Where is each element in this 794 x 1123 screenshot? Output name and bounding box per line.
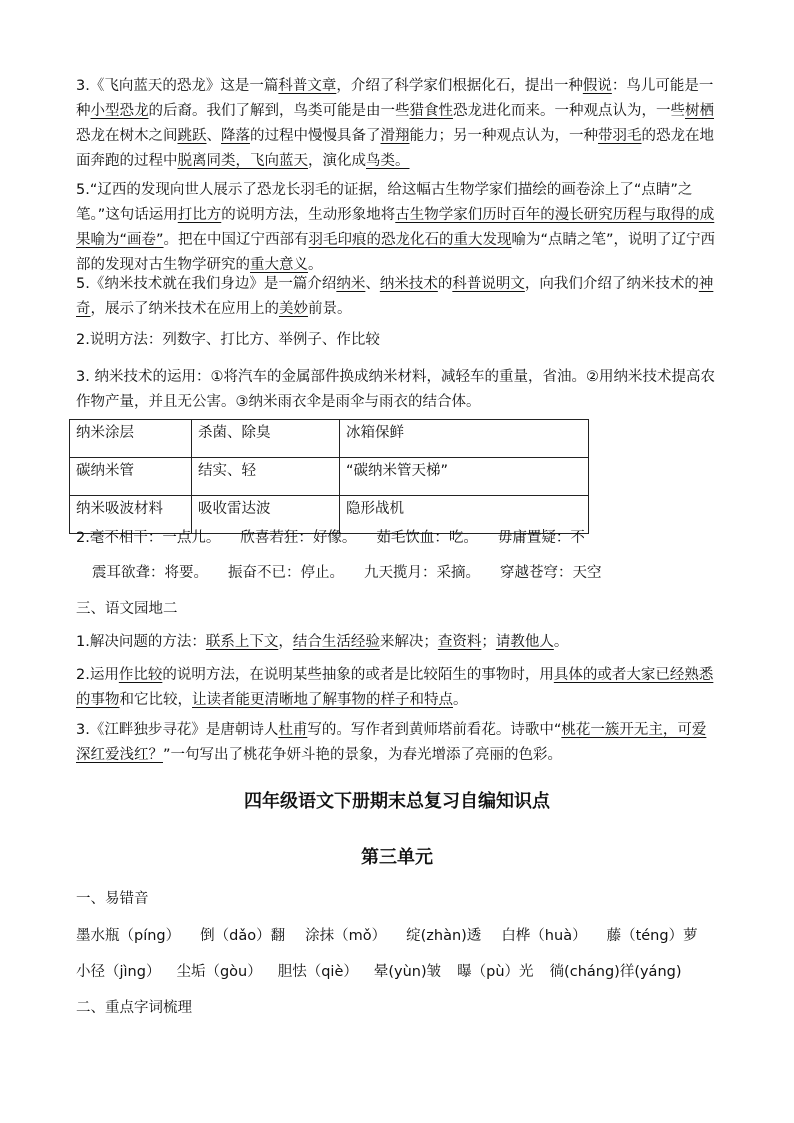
- underlined-term: 鸟类。: [366, 153, 410, 169]
- text-run: ；: [481, 634, 496, 650]
- underlined-term: 带羽毛: [598, 128, 642, 144]
- idiom-item: 震耳欲聋：将要。: [92, 565, 208, 581]
- table-row: [70, 458, 589, 496]
- text-run: 写的。写作者到黄师塔前看花。诗歌中“: [307, 722, 562, 738]
- underlined-term: 让读者能更清晰地了解事物的样子和特点: [192, 692, 453, 708]
- underlined-term: 打比方: [177, 207, 222, 223]
- table-cell: 隐形战机: [340, 496, 589, 534]
- text-run: ，: [278, 634, 293, 650]
- idioms-line-1: [76, 527, 605, 549]
- section-title-error-prone-sounds: 一、易错音: [76, 891, 149, 907]
- text-run: 的说明方法，生动形象地将: [221, 207, 396, 223]
- table-cell: 吸收雷达波: [192, 496, 340, 534]
- paragraph-flying-dinosaur: [76, 74, 718, 174]
- text-run: 恐龙在树木之间: [76, 128, 178, 144]
- underlined-term: 桃花一簇开无主，可爱深红爱浅红？: [76, 722, 707, 763]
- pinyin-item: 绽(zhàn)透: [406, 928, 482, 944]
- text-run: 和它比较，: [119, 692, 192, 708]
- underlined-term: 脱离同类，飞向蓝天: [177, 153, 308, 169]
- paragraph-comparison: [76, 663, 718, 713]
- underlined-term: 科普说明文: [452, 276, 525, 292]
- text-run: ，向我们介绍了纳米技术的: [524, 276, 699, 292]
- document-title: 四年级语文下册期末总复习自编知识点: [244, 791, 550, 812]
- text-run: ，演化成: [308, 153, 366, 169]
- table-cell: 杀菌、除臭: [192, 420, 340, 458]
- pinyin-item: 墨水瓶（píng）: [76, 928, 181, 944]
- text-run: 。把在中国辽宁西部有: [163, 232, 309, 248]
- pinyin-item: 倒（dǎo）翻: [200, 928, 286, 944]
- underlined-term: 科普文章: [278, 78, 337, 94]
- underlined-term: 神奇: [76, 276, 714, 317]
- pinyin-item: 尘垢（gòu）: [176, 964, 262, 980]
- underlined-term: 小型恐龙: [90, 103, 149, 119]
- idiom-item: 穿越苍穹：天空: [500, 565, 602, 581]
- idiom-item: 欣喜若狂：好像。: [240, 530, 357, 546]
- explanation-methods: 2.说明方法：列数字、打比方、举例子、作比较: [76, 332, 380, 348]
- underlined-term: 羽毛印痕的恐龙化石的重大发现: [308, 232, 512, 248]
- pinyin-item: 涂抹（mǒ）: [305, 928, 387, 944]
- underlined-term: 纳米技术: [379, 276, 438, 292]
- pinyin-item: 曝（pù）光: [457, 964, 534, 980]
- idioms-line-2: [92, 562, 622, 584]
- underlined-term: 滑翔: [380, 128, 410, 144]
- pinyin-item: 晕(yùn)皱: [373, 964, 442, 980]
- text-run: 5.“辽西的发现向世人展示了恐龙长羽毛的证据，给这幅古生物学家们描绘的画卷涂上了“点睛”之笔。”这句话运用: [76, 182, 693, 223]
- text-run: 。: [453, 692, 468, 708]
- paragraph-poem: [76, 718, 718, 768]
- table-cell: 结实、轻: [192, 458, 340, 496]
- text-run: ：鸟儿可能是一种: [76, 78, 714, 119]
- underlined-term: 纳米: [336, 276, 366, 292]
- nano-applications: 3. 纳米技术的运用：①将汽车的金属部件换成纳米材料，减轻车的重量，省油。②用纳米技术提高农作物产量，并且无公害。③纳米雨衣伞是雨伞与雨衣的结合体。: [76, 369, 715, 410]
- underlined-term: 请教他人: [495, 634, 554, 650]
- idiom-item: 振奋不已：停止。: [228, 565, 344, 581]
- text-run: 前景。: [308, 301, 352, 317]
- pinyin-line-1: [76, 925, 718, 947]
- underlined-term: 美妙: [279, 301, 308, 317]
- underlined-term: 杜甫: [278, 722, 308, 738]
- underlined-term: 查资料: [437, 634, 482, 650]
- text-run: 来解决；: [379, 634, 438, 650]
- idiom-item: 2.毫不相干：一点儿。: [76, 530, 221, 546]
- pinyin-item: 小径（jìng）: [76, 964, 161, 980]
- text-run: 。: [308, 257, 323, 273]
- underlined-term: 跳跃: [177, 128, 207, 144]
- text-run: 的恐龙在地面奔跑的过程中: [76, 128, 714, 169]
- underlined-term: 古生物学家们历时百年的漫长研究历程与取得的成果喻为“画卷”: [76, 207, 715, 248]
- underlined-term: 假说: [582, 78, 612, 94]
- text-run: 3.《江畔独步寻花》是唐朝诗人: [76, 722, 279, 738]
- text-run: 1.解决问题的方法：: [76, 634, 206, 650]
- text-run: 的过程中慢慢具备了: [250, 128, 381, 144]
- pinyin-item: 胆怯（qiè）: [277, 964, 358, 980]
- text-run: ，介绍了科学家们根据化石，提出一种: [336, 78, 583, 94]
- text-run: 能力；另一种观点认为，一种: [409, 128, 598, 144]
- idiom-item: 毋庸置疑：不: [497, 530, 585, 546]
- underlined-term: 降落: [221, 128, 250, 144]
- text-run: 的说明方法，在说明某些抽象的或者是比较陌生的事物时，用: [162, 667, 554, 683]
- table-cell: 冰箱保鲜: [340, 420, 589, 458]
- table-row: [70, 420, 589, 458]
- idiom-item: 九天揽月：采摘。: [364, 565, 480, 581]
- pinyin-item: 徜(cháng)徉(yáng): [549, 964, 682, 980]
- text-run: 、: [206, 128, 221, 144]
- table-cell: 纳米涂层: [70, 420, 192, 458]
- text-run: 。: [553, 634, 569, 650]
- underlined-term: 具体的或者大家已经熟悉的事物: [76, 667, 714, 708]
- table-cell: 纳米吸波材料: [70, 496, 192, 534]
- section-title-key-words: 二、重点字词梳理: [76, 1000, 192, 1016]
- section-title-yuwen-yuandi: 三、语文园地二: [76, 601, 178, 617]
- pinyin-item: 藤（téng）萝: [606, 928, 698, 944]
- text-run: 2.运用: [76, 667, 119, 683]
- table-cell: “碳纳米管天梯”: [340, 458, 589, 496]
- underlined-term: 结合生活经验: [292, 634, 380, 650]
- text-run: 、: [365, 276, 380, 292]
- text-run: ，展示了纳米技术在应用上的: [90, 301, 279, 317]
- pinyin-item: 白桦（huà）: [501, 928, 587, 944]
- text-run: 恐龙进化而来。一种观点认为，一些: [453, 103, 685, 119]
- underlined-term: 重大意义: [250, 257, 308, 273]
- nano-table: [69, 419, 589, 534]
- underlined-term: 树栖: [685, 103, 714, 119]
- paragraph-problem-solving: [76, 630, 718, 655]
- underlined-term: 作比较: [118, 667, 163, 683]
- text-run: 的后裔。我们了解到，鸟类可能是由一些: [148, 103, 410, 119]
- text-run: 3.《飞向蓝天的恐龙》这是一篇: [76, 78, 279, 94]
- text-run: ”一句写出了桃花争妍斗艳的景象，为春光增添了亮丽的色彩。: [163, 747, 563, 763]
- pinyin-line-2: [76, 961, 682, 983]
- idiom-item: 茹毛饮血：吃。: [376, 530, 478, 546]
- underlined-term: 联系上下文: [205, 634, 279, 650]
- table-cell: 碳纳米管: [70, 458, 192, 496]
- paragraph-liaoxi: [76, 178, 718, 278]
- text-run: 5.《纳米技术就在我们身边》是一篇介绍: [76, 276, 337, 292]
- underlined-term: 猎食性: [409, 103, 453, 119]
- unit-title: 第三单元: [361, 847, 433, 868]
- paragraph-nano: [76, 272, 718, 322]
- text-run: 的: [437, 276, 453, 292]
- text-run: 喻为“点睛之笔”，说明了辽宁西部的发现对古生物学研究的: [76, 232, 716, 273]
